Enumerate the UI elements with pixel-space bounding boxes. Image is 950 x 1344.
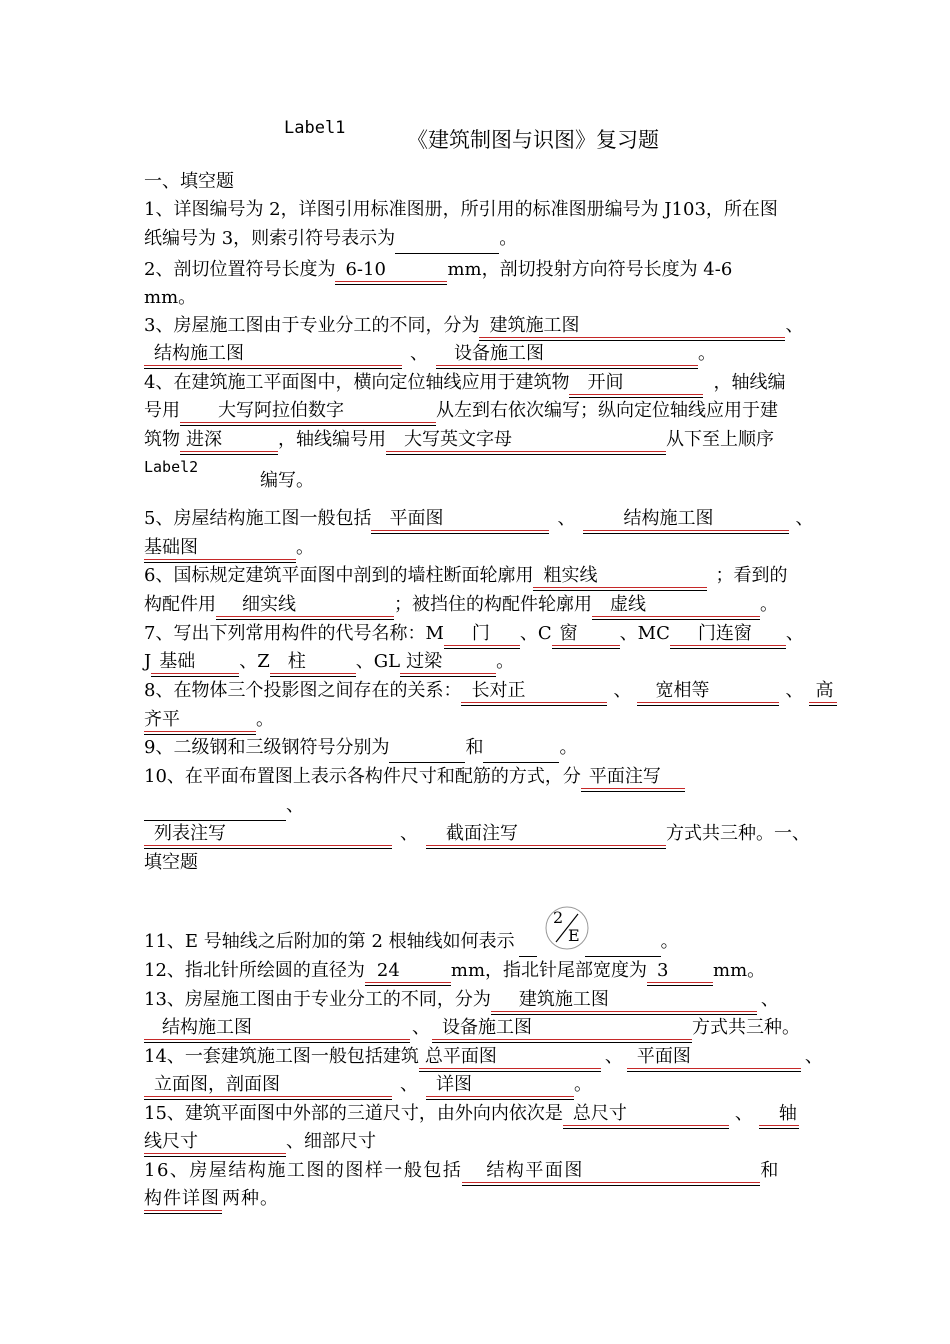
axis-symbol (543, 904, 591, 952)
q11-line1: 11、E 号轴线之后附加的第 2 根轴线如何表示 。 (144, 928, 679, 957)
q16-line2: 构件详图 两种。 (144, 1185, 279, 1214)
q3-line1: 3、房屋施工图由于专业分工的不同，分为 建筑施工图 、 (144, 312, 803, 341)
answer-blank: 建筑施工图 (479, 312, 785, 341)
answer-blank: 细实线 (216, 591, 394, 620)
answer-blank: 线尺寸 (144, 1128, 286, 1157)
answer-blank: 平面注写 (581, 763, 685, 792)
q14-line1: 14、一套建筑施工图一般包括建筑 总平面图 、 平面图 、 (144, 1043, 823, 1072)
q1-line2: 纸编号为 3，则索引符号表示为 。 (144, 225, 517, 254)
answer-blank: 平面图 (371, 505, 549, 534)
q1-line1: 1、详图编号为 2，详图引用标准图册，所引用的标准图册编号为 J103，所在图 (144, 199, 778, 220)
answer-blank: 设备施工图 (436, 340, 698, 369)
answer-blank: 结构平面图 (462, 1157, 760, 1186)
q7-line2: J 基础 、Z 柱 、GL 过梁 。 (144, 648, 514, 677)
answer-blank (389, 734, 465, 763)
q15-line1: 15、建筑平面图中外部的三道尺寸，由外向内依次是 总尺寸 、 轴 (144, 1100, 799, 1129)
answer-blank: 齐平 (144, 706, 256, 735)
answer-blank: 虚线 (592, 591, 760, 620)
q5-line1: 5、房屋结构施工图一般包括 平面图 、 结构施工图 、 (144, 505, 813, 534)
answer-blank: 门 (444, 620, 520, 649)
answer-blank (585, 928, 661, 957)
q7-line1: 7、写出下列常用构件的代号名称：M 门 、C 窗 、MC 门连窗 、 (144, 620, 804, 649)
q10-line3: 列表注写 、 截面注写 方式共三种。一、 (144, 820, 810, 849)
q10-line2: 、 (144, 792, 304, 821)
q16-line1: 16、房屋结构施工图的图样一般包括 结构平面图 和 (144, 1157, 778, 1186)
q5-line2: 基础图 。 (144, 534, 314, 563)
answer-blank: 基础图 (144, 534, 296, 563)
answer-blank: 6-10 (335, 256, 447, 285)
q9-line1: 9、二级钢和三级钢符号分别为 和 。 (144, 734, 577, 763)
q4-line2: 号用 大写阿拉伯数字 从左到右依次编写；纵向定位轴线应用于建 (144, 397, 778, 426)
answer-blank: 开间 (569, 369, 703, 398)
answer-blank: 长对正 (461, 677, 607, 706)
answer-blank: 门连窗 (670, 620, 786, 649)
answer-blank: 大写阿拉伯数字 (180, 397, 436, 426)
q10-line4: 填空题 (144, 852, 198, 873)
q4-line3: 筑物 进深 ，轴线编号用 大写英文字母 从下至上顺序 (144, 426, 774, 455)
answer-blank: 大写英文字母 (386, 426, 666, 455)
answer-blank: 窗 (552, 620, 620, 649)
answer-blank: 高 (809, 677, 837, 706)
axis-circle-icon (543, 904, 591, 952)
answer-blank: 建筑施工图 (491, 986, 757, 1015)
q13-line2: 结构施工图 、 设备施工图 方式共三种。 (144, 1014, 800, 1043)
q8-line2: 齐平 。 (144, 706, 274, 735)
answer-blank (483, 734, 559, 763)
page-title: 《建筑制图与识图》复习题 (407, 128, 659, 152)
answer-blank: 粗实线 (533, 562, 707, 591)
answer-blank (395, 225, 499, 254)
q6-line2: 构配件用 细实线 ；被挡住的构配件轮廓用 虚线 。 (144, 591, 778, 620)
q12-line1: 12、指北针所绘圆的直径为 24 mm，指北针尾部宽度为 3 mm。 (144, 957, 765, 986)
answer-blank: 进深 (180, 426, 278, 455)
q14-line2: 立面图，剖面图 、 详图 。 (144, 1071, 592, 1100)
answer-blank: 轴 (759, 1100, 799, 1129)
axis-number: 2 (553, 908, 564, 927)
q3-line2: 结构施工图 、 设备施工图 。 (144, 340, 716, 369)
q13-line1: 13、房屋施工图由于专业分工的不同，分为 建筑施工图 、 (144, 986, 779, 1015)
answer-blank: 列表注写 (144, 820, 392, 849)
answer-blank: 构件详图 (144, 1185, 222, 1214)
q8-line1: 8、在物体三个投影图之间存在的关系： 长对正 、 宽相等 、 高 (144, 677, 837, 706)
q2-line1: 2、剖切位置符号长度为 6-10 mm，剖切投射方向符号长度为 4-6 (144, 256, 732, 285)
answer-blank: 平面图 (627, 1043, 801, 1072)
q15-line2: 线尺寸 、细部尺寸 (144, 1128, 376, 1157)
answer-blank: 总平面图 (419, 1043, 601, 1072)
answer-blank (144, 792, 286, 821)
answer-blank: 立面图，剖面图 (144, 1071, 392, 1100)
answer-blank: 结构施工图 (144, 340, 402, 369)
label1: Label1 (284, 118, 346, 138)
answer-blank: 柱 (270, 648, 356, 677)
answer-blank: 详图 (426, 1071, 574, 1100)
answer-blank: 设备施工图 (432, 1014, 692, 1043)
answer-blank: 截面注写 (426, 820, 666, 849)
label2: Label2 (144, 458, 199, 476)
answer-blank: 结构施工图 (583, 505, 789, 534)
q6-line1: 6、国标规定建筑平面图中剖到的墙柱断面轮廓用 粗实线 ；看到的 (144, 562, 787, 591)
answer-blank: 结构施工图 (144, 1014, 410, 1043)
q10-line1: 10、在平面布置图上表示各构件尺寸和配筋的方式，分 平面注写 (144, 763, 685, 792)
answer-blank: 基础 (151, 648, 239, 677)
answer-blank: 宽相等 (637, 677, 779, 706)
q4-line1: 4、在建筑施工平面图中，横向定位轴线应用于建筑物 开间 ，轴线编 (144, 369, 785, 398)
answer-blank: 3 (647, 957, 713, 986)
axis-letter: E (568, 926, 580, 945)
q2-line2: mm。 (144, 287, 197, 308)
answer-blank: 总尺寸 (563, 1100, 729, 1129)
answer-blank: 24 (365, 957, 451, 986)
answer-blank (519, 928, 537, 957)
answer-blank: 过梁 (400, 648, 496, 677)
q4-line4: 编写。 (260, 470, 314, 491)
section-heading: 一、填空题 (144, 171, 234, 192)
